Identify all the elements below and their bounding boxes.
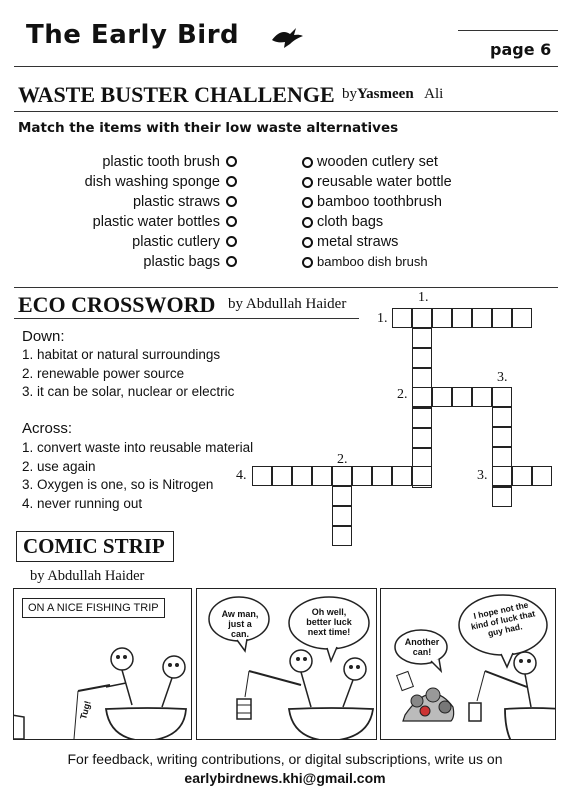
left-item[interactable]: dish washing sponge (84, 174, 220, 190)
match-dot-icon[interactable] (226, 196, 237, 207)
match-dot-icon[interactable] (302, 237, 313, 248)
crossword-cell[interactable] (412, 368, 432, 388)
left-item[interactable]: plastic water bottles (92, 214, 220, 230)
crossword-cell[interactable] (412, 328, 432, 348)
clue-number: 3. (497, 370, 508, 385)
crossword-cell[interactable] (412, 466, 432, 486)
crossword-cell[interactable] (352, 466, 372, 486)
crossword-title: ECO CROSSWORD (18, 292, 216, 317)
crossword-cell[interactable] (492, 407, 512, 427)
clue: 2. renewable power source (22, 365, 185, 381)
crossword-cell[interactable] (512, 308, 532, 328)
tug-label: Tug! (78, 699, 93, 721)
speech-bubble-text: Another can! (404, 637, 440, 657)
match-dot-icon[interactable] (226, 236, 237, 247)
crossword-cell[interactable] (392, 308, 412, 328)
comic-title: COMIC STRIP (23, 534, 165, 558)
clue-number: 3. (477, 468, 488, 483)
crossword-cell[interactable] (412, 448, 432, 468)
crossword-cell[interactable] (492, 387, 512, 407)
match-dot-icon[interactable] (302, 157, 313, 168)
comic-panel-2 (196, 588, 377, 740)
crossword-cell[interactable] (292, 466, 312, 486)
page-number: page 6 (490, 40, 552, 59)
crossword-cell[interactable] (412, 387, 432, 407)
clue: 4. never running out (22, 495, 143, 511)
crossword-cell[interactable] (412, 308, 432, 328)
footer-text: For feedback, writing contributions, or digital subscriptions, write us on (67, 751, 503, 767)
clue-number: 4. (236, 468, 247, 483)
match-dot-icon[interactable] (226, 256, 237, 267)
crossword-cell[interactable] (432, 387, 452, 407)
left-dots (226, 152, 237, 272)
crossword-cell[interactable] (532, 466, 552, 486)
crossword-cell[interactable] (332, 506, 352, 526)
down-clues (22, 346, 234, 402)
crossword-byline: by Abdullah Haider (228, 296, 347, 312)
fishing-scene-icon (14, 589, 192, 740)
comic-byline: by Abdullah Haider (30, 568, 145, 584)
crossword-cell[interactable] (392, 466, 412, 486)
speech-bubble-text: Oh well, better luck next time! (306, 607, 352, 637)
match-dot-icon[interactable] (226, 176, 237, 187)
author-last: Ali (424, 86, 444, 102)
waste-section-title: WASTE BUSTER CHALLENGE (18, 82, 335, 107)
clue: 2. use again (22, 458, 96, 474)
left-item[interactable]: plastic tooth brush (102, 154, 220, 170)
match-dot-icon[interactable] (302, 177, 313, 188)
across-heading: Across: (22, 420, 73, 437)
match-right-column (302, 152, 452, 272)
right-item[interactable]: bamboo dish brush (302, 252, 452, 272)
crossword-cell[interactable] (492, 466, 512, 486)
crossword-cell[interactable] (412, 428, 432, 448)
across-clues (22, 439, 253, 513)
crossword-cell[interactable] (312, 466, 332, 486)
clue: 3. Oxygen is one, so is Nitrogen (22, 477, 214, 492)
right-item[interactable]: bamboo toothbrush (302, 192, 452, 212)
crossword-cell[interactable] (272, 466, 292, 486)
crossword-cell[interactable] (372, 466, 392, 486)
right-item[interactable]: metal straws (302, 232, 452, 252)
comic-title-box (16, 531, 174, 562)
crossword-cell[interactable] (512, 466, 532, 486)
match-dot-icon[interactable] (226, 216, 237, 227)
match-dot-icon[interactable] (302, 197, 313, 208)
crossword-cell[interactable] (332, 466, 352, 486)
clue-number: 2. (397, 387, 408, 402)
clue: 3. it can be solar, nuclear or electric (22, 384, 235, 399)
crossword-cell[interactable] (332, 526, 352, 546)
crossword-cell[interactable] (492, 308, 512, 328)
crossword-cell[interactable] (412, 408, 432, 428)
newspaper-title: The Early Bird (26, 20, 240, 50)
match-left-column (20, 152, 220, 272)
speech-bubble-text: I hope not the kind of luck that guy had. (470, 599, 536, 639)
clue: 1. convert waste into reusable material (22, 440, 254, 455)
waste-instruction: Match the items with their low waste alternatives (18, 120, 399, 136)
clue-number: 1. (418, 290, 429, 305)
author-first: Yasmeen (357, 86, 414, 102)
speech-bubble-text: Aw man, just a can. (221, 609, 259, 639)
crossword-cell[interactable] (252, 466, 272, 486)
right-item[interactable]: reusable water bottle (302, 172, 452, 192)
crossword-cell[interactable] (412, 348, 432, 368)
by-label: by (342, 86, 357, 102)
right-item[interactable]: wooden cutlery set (302, 152, 452, 172)
crossword-cell[interactable] (432, 308, 452, 328)
crossword-cell[interactable] (492, 487, 512, 507)
crossword-cell[interactable] (452, 308, 472, 328)
left-item[interactable]: plastic bags (143, 254, 220, 270)
clue-number: 2. (337, 452, 348, 467)
comic-caption: ON A NICE FISHING TRIP (22, 598, 165, 618)
right-item[interactable]: cloth bags (302, 212, 452, 232)
match-dot-icon[interactable] (226, 156, 237, 167)
clue-number: 1. (377, 311, 388, 326)
comic-panel-1 (13, 588, 192, 740)
crossword-cell[interactable] (492, 447, 512, 467)
bird-logo-icon (270, 26, 304, 50)
crossword-cell[interactable] (332, 486, 352, 506)
left-item[interactable]: plastic straws (132, 194, 220, 210)
crossword-cell[interactable] (472, 308, 492, 328)
down-heading: Down: (22, 328, 65, 345)
clue: 1. habitat or natural surroundings (22, 347, 221, 362)
crossword-cell[interactable] (492, 427, 512, 447)
left-item[interactable]: plastic cutlery (132, 234, 220, 250)
crossword-cell[interactable] (452, 387, 472, 407)
waste-byline (342, 86, 443, 103)
match-dot-icon[interactable] (302, 217, 313, 228)
crossword-cell[interactable] (472, 387, 492, 407)
footer-email-link[interactable]: earlybirdnews.khi@gmail.com (184, 770, 386, 786)
comic-panel-3 (380, 588, 556, 740)
match-dot-icon[interactable] (302, 257, 313, 268)
